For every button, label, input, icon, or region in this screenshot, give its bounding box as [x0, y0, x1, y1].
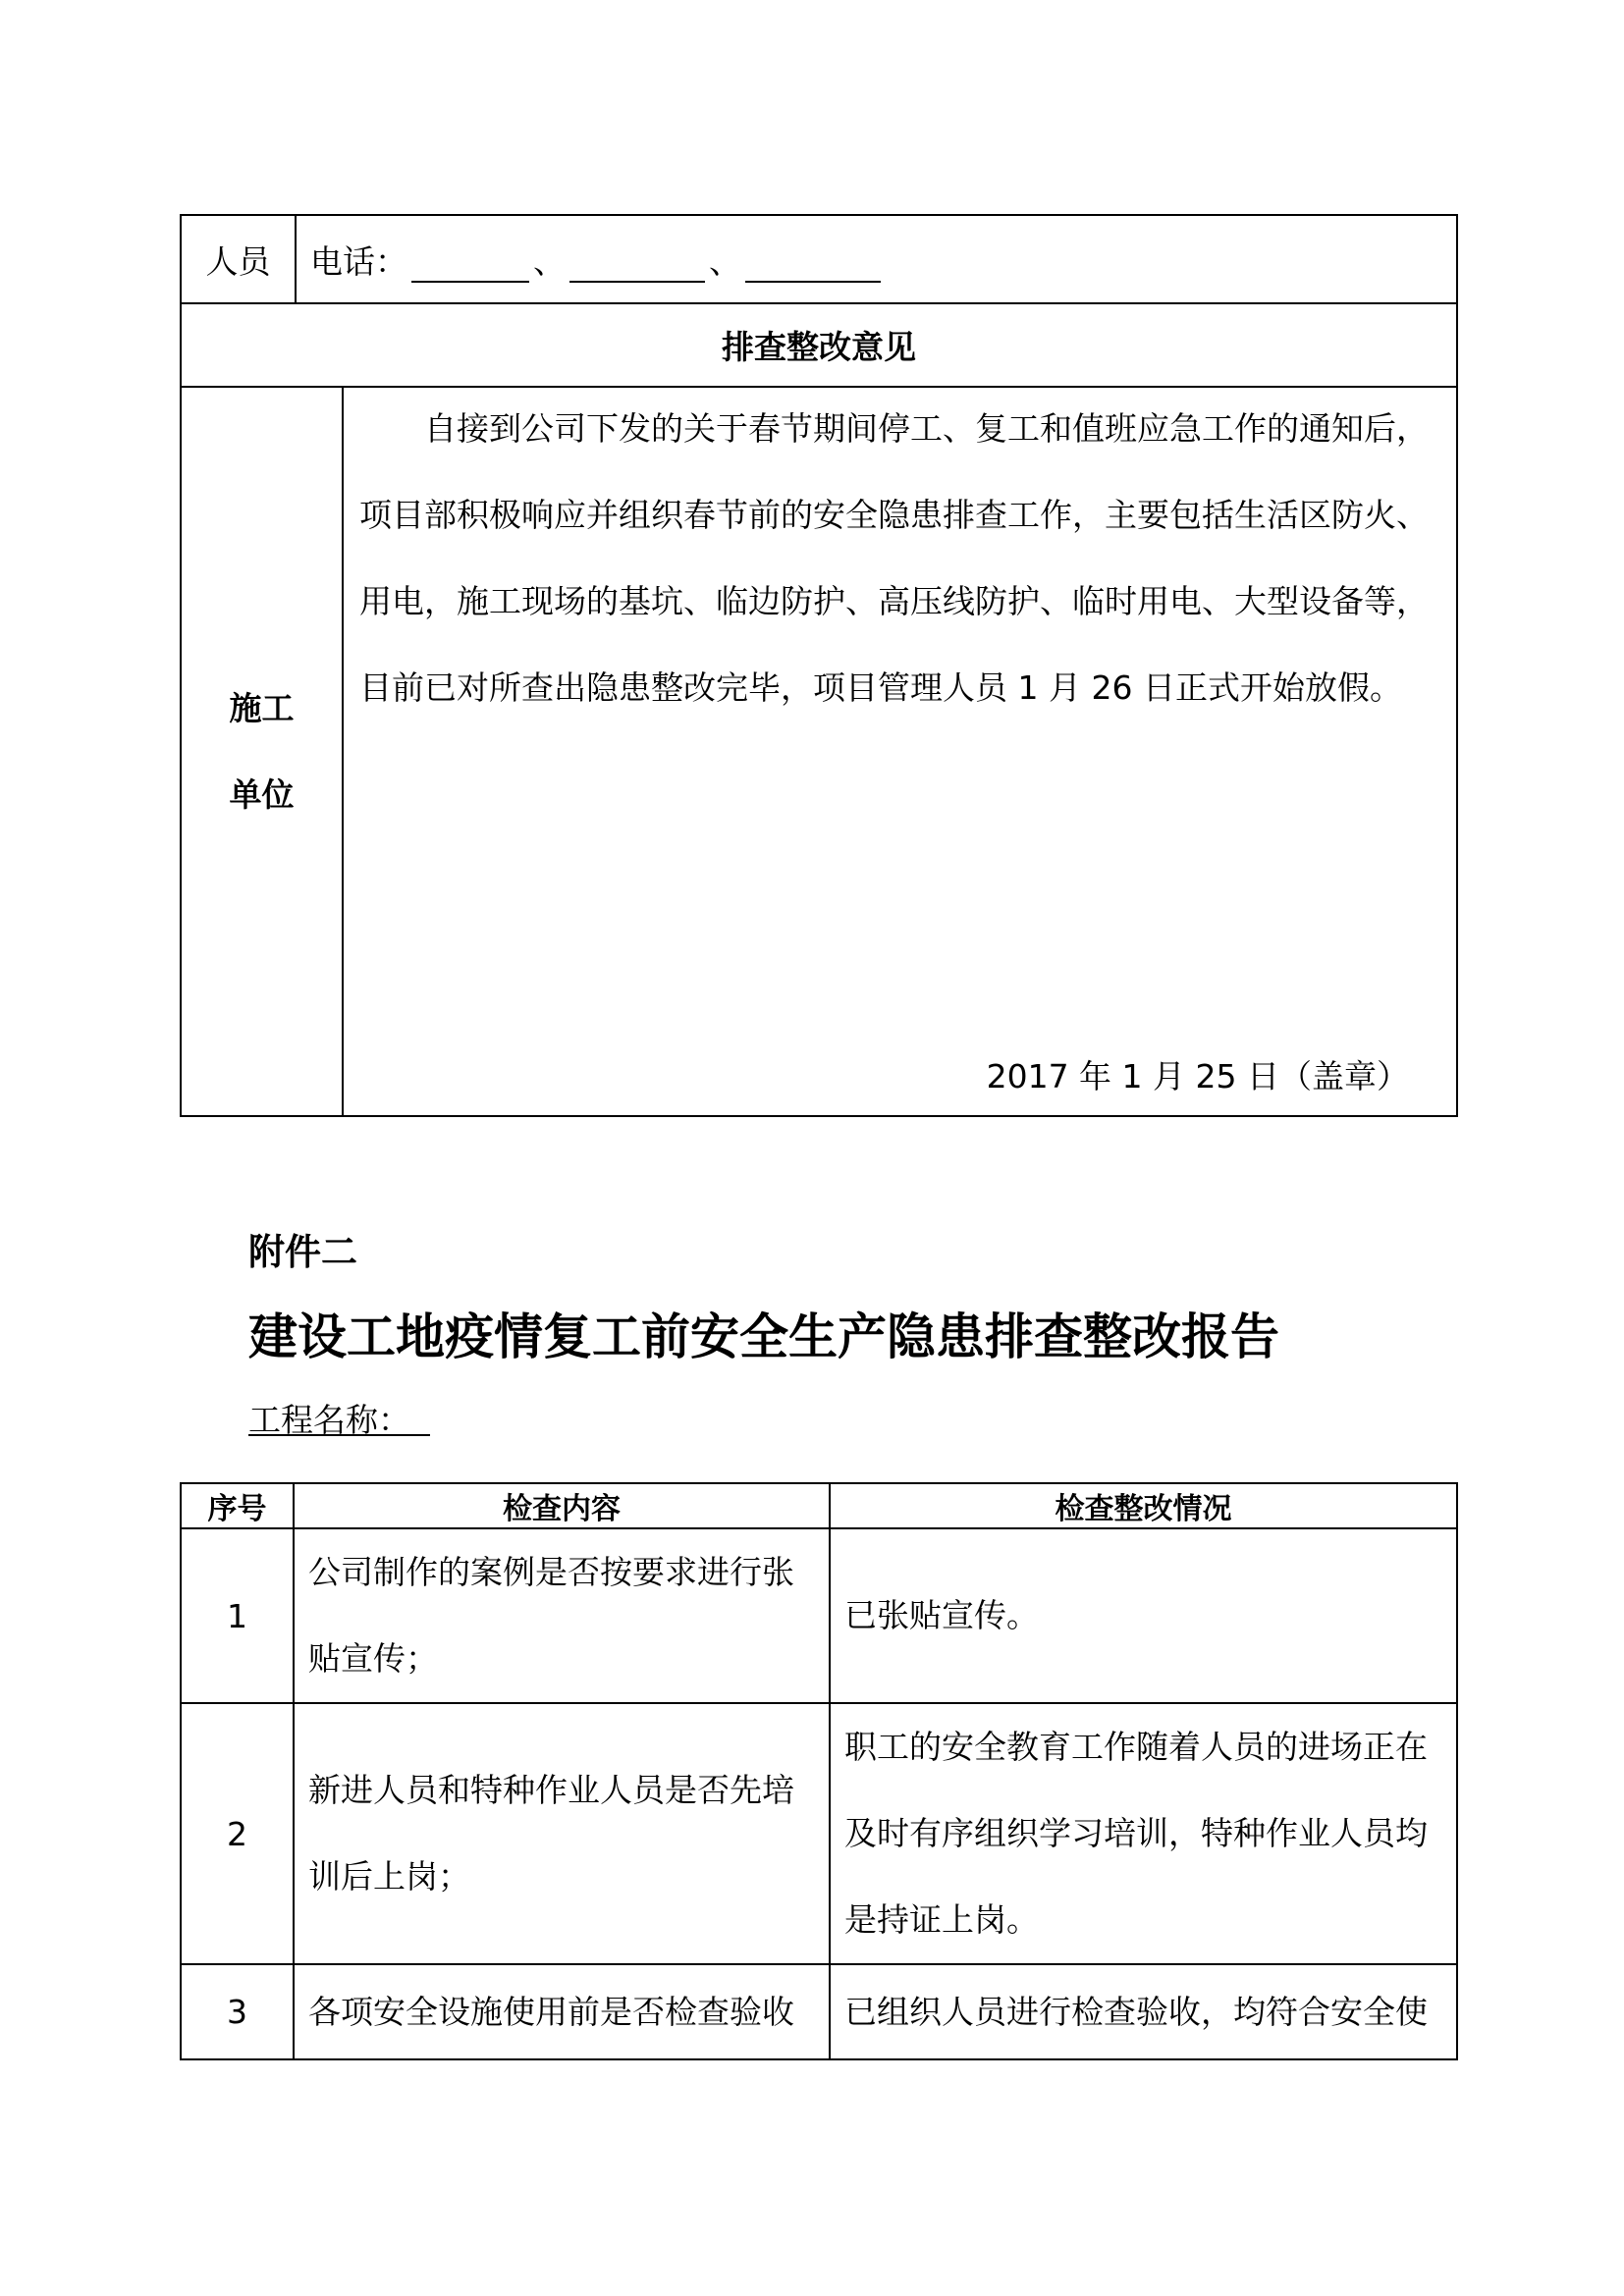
rectification-form	[180, 214, 1458, 1117]
check-table	[180, 1482, 1458, 2060]
phone-cell	[296, 215, 1457, 303]
header-no: 序号	[181, 1483, 294, 1528]
row-content: 公司制作的案例是否按要求进行张贴宣传；	[294, 1528, 830, 1703]
row-content: 各项安全设施使用前是否检查验收	[294, 1964, 830, 2059]
unit-opinion-row	[181, 387, 1457, 1116]
unit-label-line1: 施工	[229, 688, 295, 727]
phone-blank-3[interactable]	[745, 251, 881, 283]
section-header-row	[181, 303, 1457, 387]
project-name-label: 工程名称：	[248, 1395, 430, 1436]
table-row	[181, 1964, 1457, 2059]
row-no: 3	[181, 1964, 294, 2059]
phone-blank-2[interactable]	[569, 251, 705, 283]
opinion-cell	[343, 387, 1457, 1116]
date-stamp-line: 2017 年 1 月 25 日（盖章）	[986, 1057, 1409, 1095]
row-content: 新进人员和特种作业人员是否先培训后上岗；	[294, 1703, 830, 1964]
table-row	[181, 1703, 1457, 1964]
row-no: 2	[181, 1703, 294, 1964]
opinion-paragraph: 自接到公司下发的关于春节期间停工、复工和值班应急工作的通知后，项目部积极响应并组织春节前的安全隐患排查工作，主要包括生活区防火、用电，施工现场的基坑、临边防护、高压线防护、临时用电、大型设备等，目前已对所查出隐患整改完毕，项目管理人员 1 月 26 日正式开始放假。	[359, 409, 1429, 707]
attachment-label: 附件二	[248, 1231, 357, 1273]
phone-label: 电话：	[310, 241, 407, 281]
section-header: 排查整改意见	[181, 303, 1457, 387]
phone-blank-1[interactable]	[411, 251, 529, 283]
row-status: 职工的安全教育工作随着人员的进场正在及时有序组织学习培训，特种作业人员均是持证上岗。	[830, 1703, 1457, 1964]
personnel-label: 人员	[181, 215, 296, 303]
header-status: 检查整改情况	[830, 1483, 1457, 1528]
table-header-row	[181, 1483, 1457, 1528]
unit-label-line2: 单位	[229, 774, 295, 814]
header-content: 检查内容	[294, 1483, 830, 1528]
row-status: 已组织人员进行检查验收，均符合安全使	[830, 1964, 1457, 2059]
personnel-row	[181, 215, 1457, 303]
row-no: 1	[181, 1528, 294, 1703]
report-title: 建设工地疫情复工前安全生产隐患排查整改报告	[248, 1308, 1279, 1365]
phone-separator-2: 、	[709, 241, 741, 281]
row-status: 已张贴宣传。	[830, 1528, 1457, 1703]
construction-unit-label	[181, 387, 343, 1116]
phone-separator-1: 、	[533, 241, 566, 281]
table-row	[181, 1528, 1457, 1703]
